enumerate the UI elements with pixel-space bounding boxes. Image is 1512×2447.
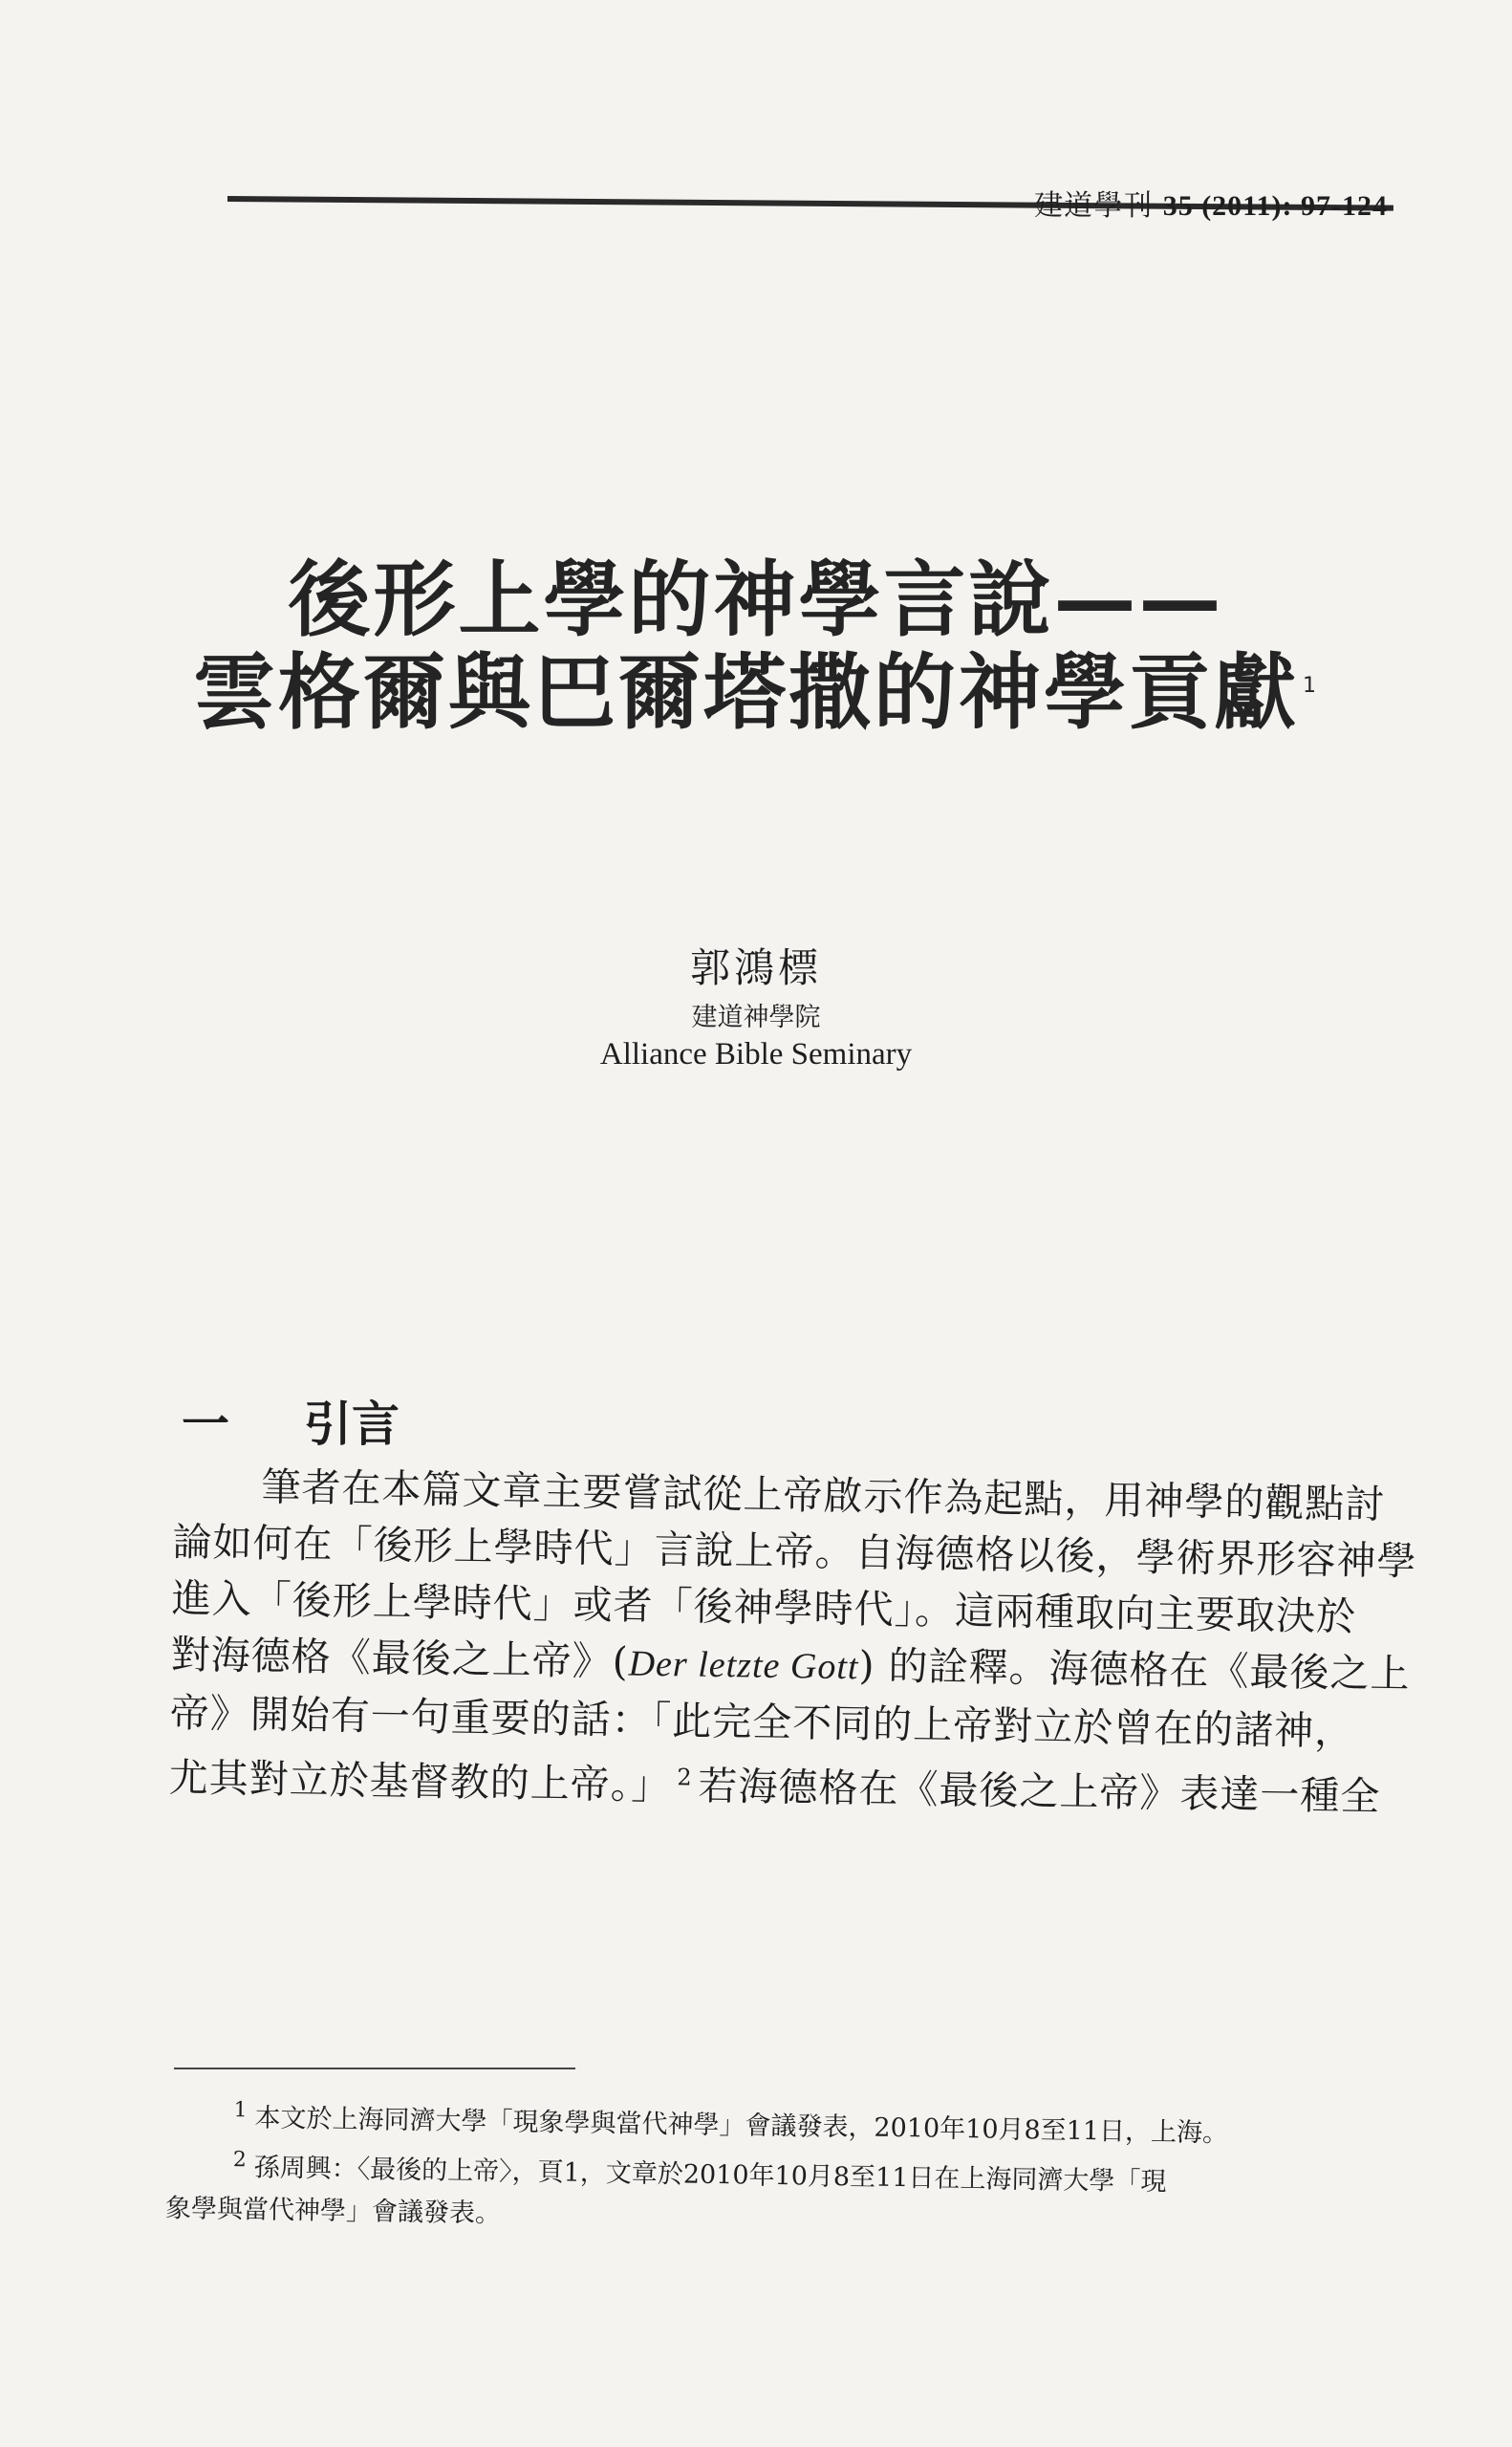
body-text: 尤其對立於基督教的上帝。」 [168,1754,672,1808]
institution-english: Alliance Bible Seminary [599,1037,913,1072]
italic-work-title: Der letzte Gott [628,1643,859,1688]
article-title-line-1: 後形上學的神學言說—— [288,552,1224,648]
footnote-separator [174,2068,575,2069]
title-footnote-mark[interactable]: 1 [1303,674,1319,699]
body-line: 筆者在本篇文章主要嘗試從上帝啟示作為起點，用神學的觀點討 [261,1463,1386,1527]
volume-info: 35 (2011): 97-124 [1162,190,1388,222]
footnote-2-text: 孫周興：〈最後的上帝〉，頁1，文章於2010年10月8至11日在上海同濟大學「現 [253,2153,1167,2198]
running-head [1034,182,1388,224]
section-title: 引言 [304,1397,400,1452]
body-line: 進入「後形上學時代」或者「後神學時代」。這兩種取向主要取決於 [171,1574,1357,1640]
body-text: 若海德格在《最後之上帝》表達一種全 [698,1763,1381,1820]
body-text: ) 的詮釋。海德格在《最後之上 [858,1642,1411,1698]
body-line: 論如何在「後形上學時代」言說上帝。自海德格以後，學術界形容神學 [172,1518,1417,1585]
body-paragraph [168,1458,1417,1825]
journal-name: 建道學刊 [1034,189,1154,223]
body-text: 對海德格《最後之上帝》( [170,1631,630,1685]
body-line: 帝》開始有一句重要的話：「此完全不同的上帝對立於曾在的諸神， [169,1689,1355,1755]
footnotes [165,2089,1352,2248]
footnote-2-mark: 2 [232,2148,248,2173]
institution-chinese: 建道神學院 [691,1003,821,1032]
section-number: 一 [182,1397,229,1452]
article-title-line-2-text: 雲格爾與巴爾塔撒的神學貢獻 [193,645,1299,741]
article-title-line-2 [0,645,1512,741]
author-name: 郭鴻標 [689,944,822,991]
footnote-1-mark: 1 [233,2098,248,2123]
footnote-1-text: 本文於上海同濟大學「現象學與當代神學」會議發表，2010年10月8至11日，上海。 [254,2103,1229,2149]
section-heading [182,1386,400,1455]
footnote-reference-2[interactable]: 2 [677,1764,693,1791]
footnote-2-continued: 象學與當代神學」會議發表。 [164,2193,502,2229]
